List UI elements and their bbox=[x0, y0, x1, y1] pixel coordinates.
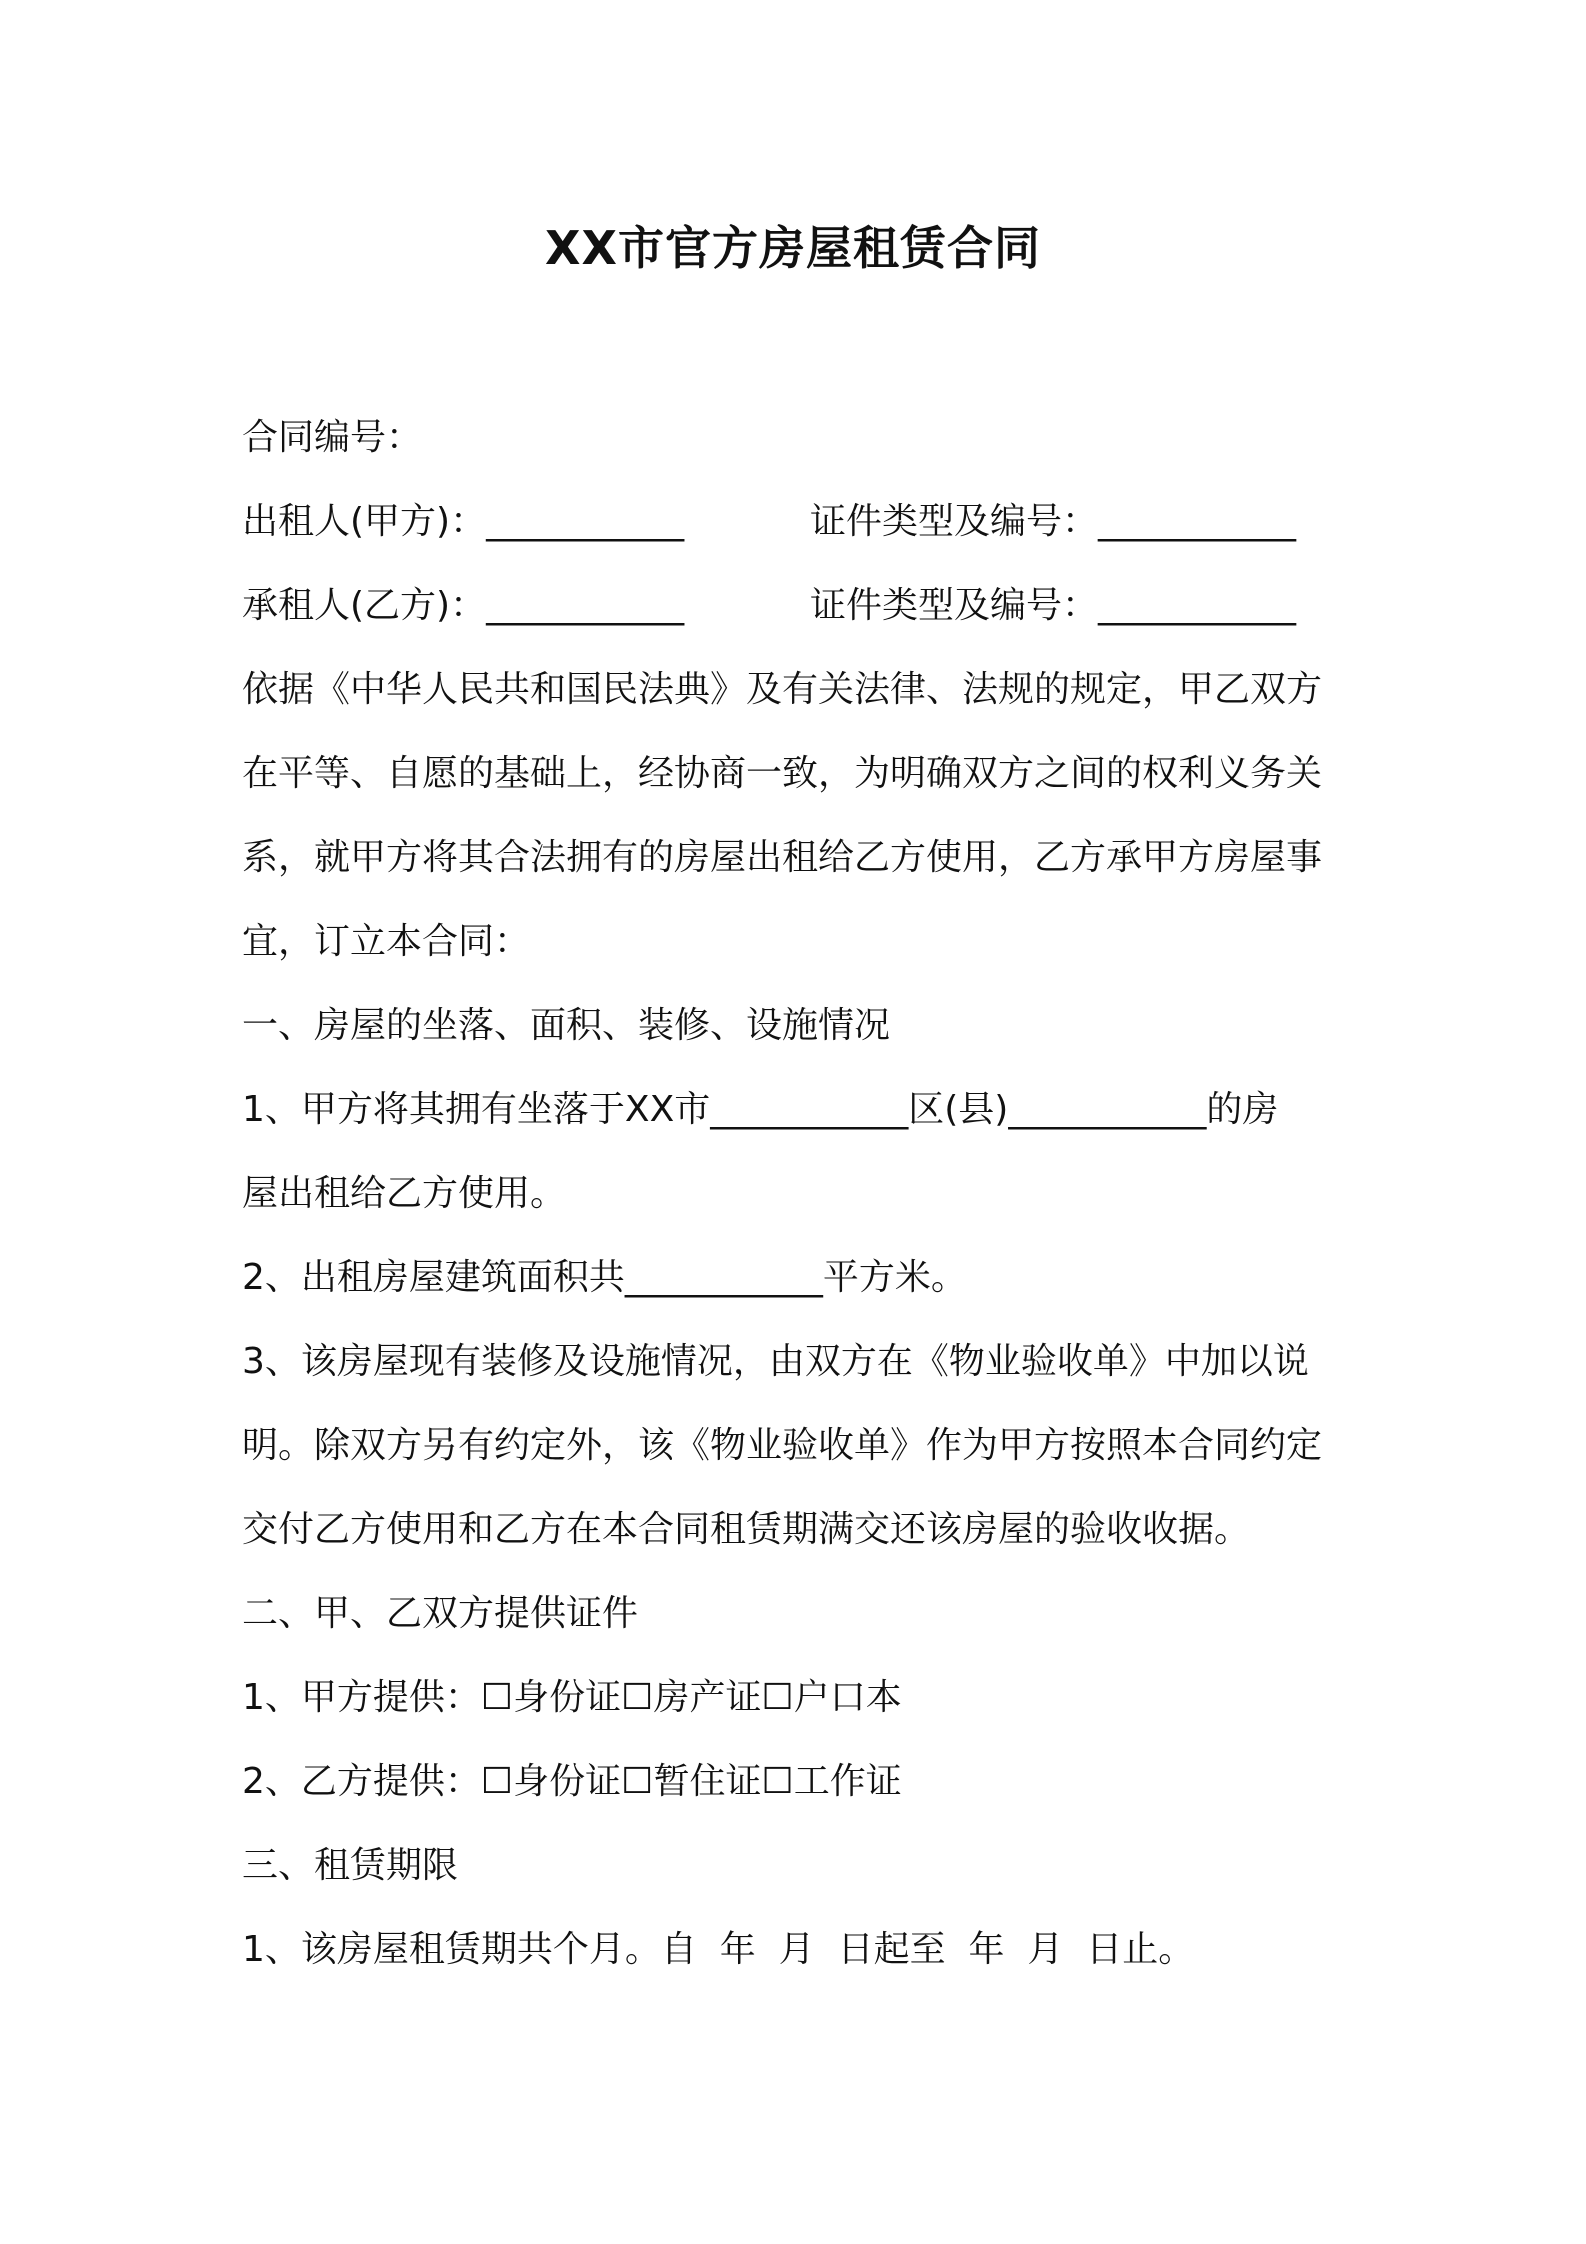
lessor-id-field: 证件类型及编号：___________ bbox=[810, 501, 1297, 542]
preamble-line: 在平等、自愿的基础上，经协商一致，为明确双方之间的权利义务关 bbox=[242, 753, 1323, 794]
clause-line: 1、该房屋租赁期共个月。自 年 月 日起至 年 月 日止。 bbox=[242, 1929, 1195, 1970]
clause-line: 2、乙方提供：☐身份证☐暂住证☐工作证 bbox=[242, 1761, 902, 1802]
lessee-id-field: 证件类型及编号：___________ bbox=[810, 585, 1297, 626]
section-heading: 二、甲、乙双方提供证件 bbox=[242, 1593, 639, 1634]
lessor-field: 出租人(甲方)：___________ bbox=[242, 501, 685, 542]
contract-number-label: 合同编号： bbox=[242, 417, 423, 458]
clause-line: 1、甲方将其拥有坐落于XX市___________区(县)___________的房 bbox=[242, 1089, 1279, 1130]
document-title: XX市官方房屋租赁合同 bbox=[545, 221, 1041, 275]
preamble-line: 依据《中华人民共和国民法典》及有关法律、法规的规定，甲乙双方 bbox=[242, 669, 1323, 710]
clause-line: 明。除双方另有约定外，该《物业验收单》作为甲方按照本合同约定 bbox=[242, 1425, 1323, 1466]
clause-line: 2、出租房屋建筑面积共___________平方米。 bbox=[242, 1257, 967, 1298]
preamble-line: 系，就甲方将其合法拥有的房屋出租给乙方使用，乙方承甲方房屋事 bbox=[242, 837, 1323, 878]
clause-line: 1、甲方提供：☐身份证☐房产证☐户口本 bbox=[242, 1677, 902, 1718]
clause-line: 交付乙方使用和乙方在本合同租赁期满交还该房屋的验收收据。 bbox=[242, 1509, 1251, 1550]
lessee-field: 承租人(乙方)：___________ bbox=[242, 585, 685, 626]
section-heading: 三、租赁期限 bbox=[242, 1845, 459, 1886]
preamble-line: 宜，订立本合同： bbox=[242, 921, 531, 962]
clause-line: 3、该房屋现有装修及设施情况，由双方在《物业验收单》中加以说 bbox=[242, 1341, 1309, 1382]
clause-line: 屋出租给乙方使用。 bbox=[242, 1173, 567, 1214]
section-heading: 一、房屋的坐落、面积、装修、设施情况 bbox=[242, 1005, 891, 1046]
